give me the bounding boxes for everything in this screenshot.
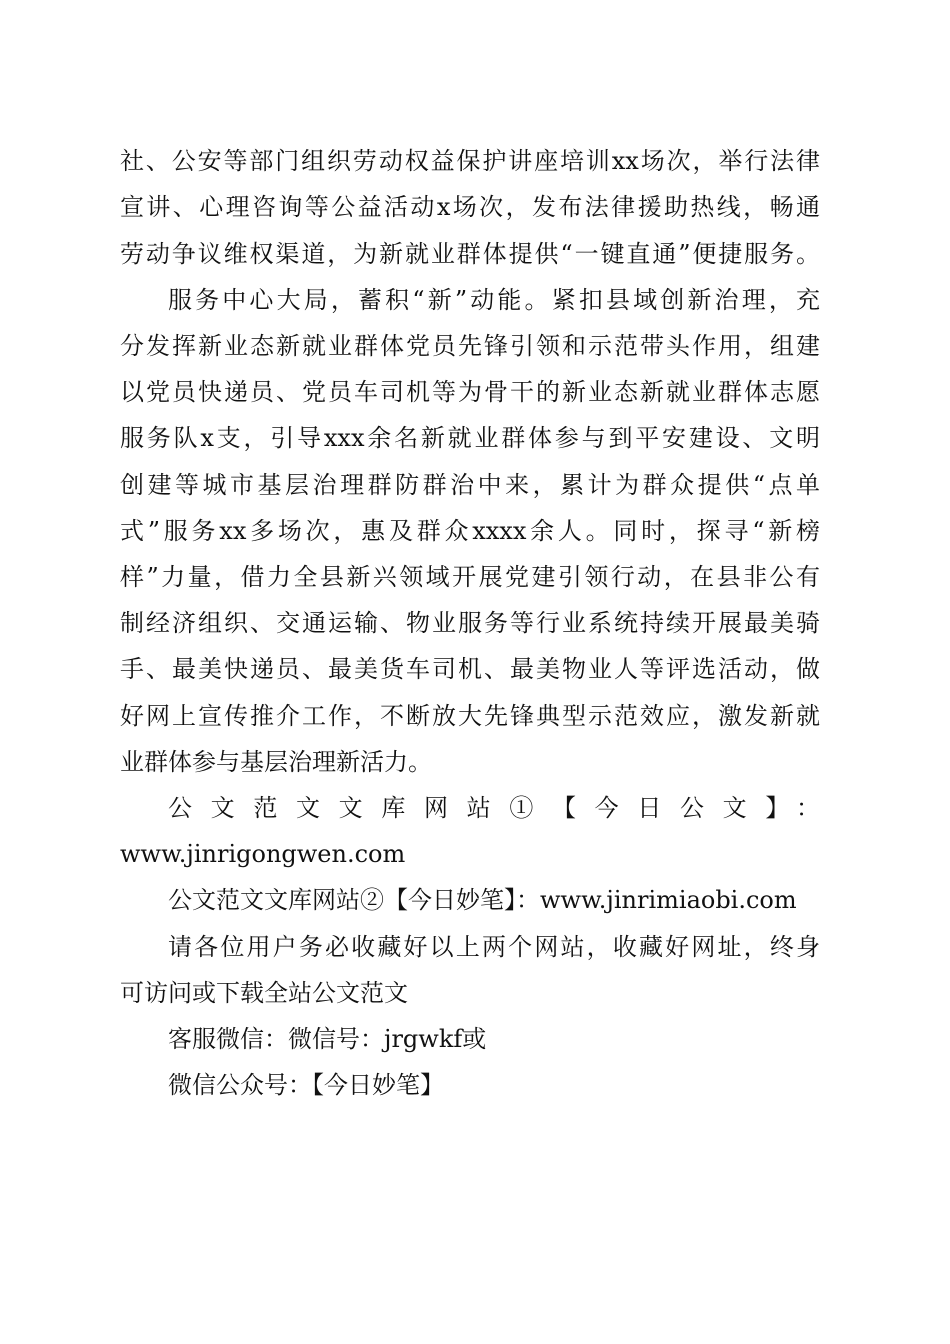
website-2-line: 公文范文文库网站②【今日妙笔】：www.jinrimiaobi.com	[168, 886, 797, 914]
paragraph-line: 宣讲、心理咨询等公益活动x场次，发布法律援助热线，畅通	[120, 193, 820, 221]
paragraph-line: 劳动争议维权渠道，为新就业群体提供“一键直通”便捷服务。	[120, 240, 820, 268]
paragraph-line: 样”力量，借力全县新兴领域开展党建引领行动，在县非公有	[120, 563, 820, 591]
paragraph-line: 手、最美快递员、最美货车司机、最美物业人等评选活动，做	[120, 655, 820, 683]
notice-line: 请各位用户务必收藏好以上两个网站，收藏好网址，终身	[168, 933, 820, 961]
wechat-service-line: 客服微信：微信号：jrgwkf或	[168, 1025, 487, 1053]
paragraph-line: 社、公安等部门组织劳动权益保护讲座培训xx场次，举行法律	[120, 147, 820, 175]
paragraph-line: 分发挥新业态新就业群体党员先锋引领和示范带头作用，组建	[120, 332, 820, 360]
paragraph-line: 服务中心大局，蓄积“新”动能。紧扣县域创新治理，充	[168, 286, 820, 314]
wechat-official-account-line: 微信公众号：【今日妙笔】	[168, 1071, 444, 1099]
paragraph-line: 服务队x支，引导xxx余名新就业群体参与到平安建设、文明	[120, 424, 820, 452]
paragraph-line: 以党员快递员、党员车司机等为骨干的新业态新就业群体志愿	[120, 378, 820, 406]
paragraph-line: 好网上宣传推介工作，不断放大先锋典型示范效应，激发新就	[120, 702, 820, 730]
paragraph-line: 创建等城市基层治理群防群治中来，累计为群众提供“点单	[120, 471, 820, 499]
paragraph-line: 制经济组织、交通运输、物业服务等行业系统持续开展最美骑	[120, 609, 820, 637]
website-1-url: www.jinrigongwen.com	[120, 840, 406, 868]
notice-line: 可访问或下载全站公文范文	[120, 979, 408, 1007]
website-1-label: 公文范文文库网站①【今日公文】：	[168, 794, 820, 822]
paragraph-line: 式”服务xx多场次，惠及群众xxxx余人。同时，探寻“新榜	[120, 517, 820, 545]
paragraph-line: 业群体参与基层治理新活力。	[120, 748, 432, 776]
